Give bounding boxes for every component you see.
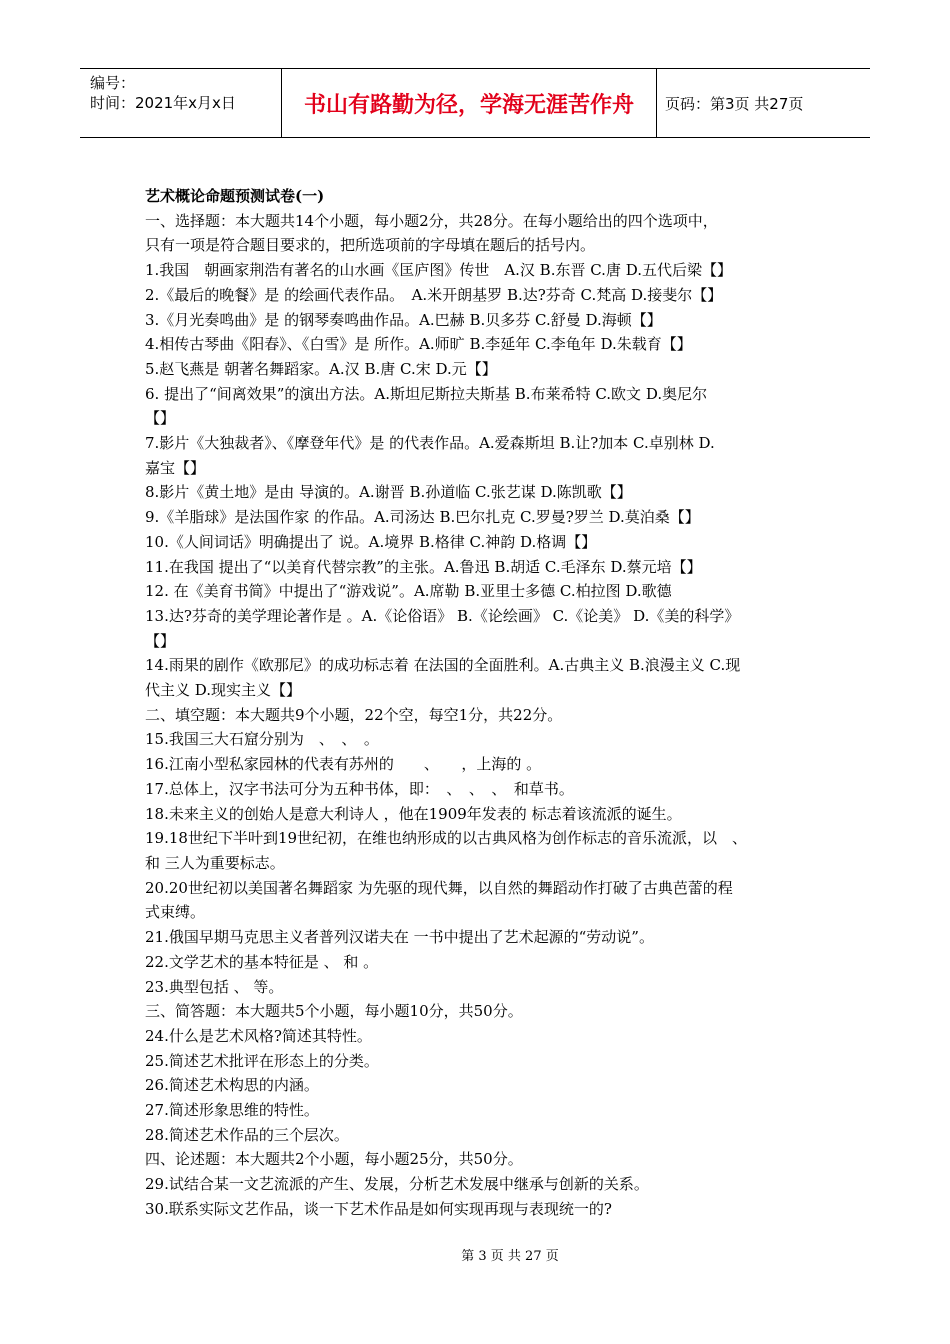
exam-line: 四、论述题：本大题共2个小题，每小题25分，共50分。 bbox=[145, 1150, 523, 1169]
exam-line: 22.文学艺术的基本特征是 、 和 。 bbox=[145, 952, 379, 971]
exam-line: 3.《月光奏鸣曲》是 的钢琴奏鸣曲作品。A.巴赫 B.贝多芬 C.舒曼 D.海顿【】 bbox=[145, 310, 662, 329]
exam-line: 9.《羊脂球》是法国作家 的作品。A.司汤达 B.巴尔扎克 C.罗曼?罗兰 D.莫泊桑【】 bbox=[145, 508, 700, 527]
exam-line: 26.简述艺术构思的内涵。 bbox=[145, 1076, 319, 1095]
exam-line: 6. 提出了“间离效果”的演出方法。A.斯坦尼斯拉夫斯基 B.布莱希特 C.欧文 D.奥尼尔 bbox=[145, 384, 708, 403]
exam-line: 5.赵飞燕是 朝著名舞蹈家。A.汉 B.唐 C.宋 D.元【】 bbox=[145, 359, 497, 378]
exam-line: 和 三人为重要标志。 bbox=[145, 853, 285, 872]
exam-line: 7.影片《大独裁者》、《摩登年代》是 的代表作品。A.爱森斯坦 B.让?加本 C.卓别林 D. bbox=[145, 434, 715, 453]
exam-title: 艺术概论命题预测试卷(一) bbox=[145, 187, 325, 205]
exam-line: 28.简述艺术作品的三个层次。 bbox=[145, 1125, 349, 1144]
header-page-number: 页码：第3页 共27页 bbox=[665, 94, 804, 113]
exam-line: 式束缚。 bbox=[145, 903, 206, 922]
exam-line: 嘉宝【】 bbox=[145, 458, 206, 477]
page-header bbox=[80, 68, 870, 138]
header-meta bbox=[80, 69, 282, 137]
exam-line: 4.相传古琴曲《阳春》、《白雪》是 所作。A.师旷 B.李延年 C.李龟年 D.朱载育【】 bbox=[145, 335, 692, 354]
exam-line: 12. 在《美育书简》中提出了“游戏说”。A.席勒 B.亚里士多德 C.柏拉图 D.歌德 bbox=[145, 582, 672, 601]
exam-line: 29.试结合某一文艺流派的产生、发展，分析艺术发展中继承与创新的关系。 bbox=[145, 1175, 649, 1194]
exam-line: 一、选择题：本大题共14个小题，每小题2分，共28分。在每小题给出的四个选项中， bbox=[145, 211, 718, 230]
exam-line: 11.在我国 提出了“以美育代替宗教”的主张。A.鲁迅 B.胡适 C.毛泽东 D.蔡元培【】 bbox=[145, 557, 702, 576]
exam-line: 25.简述艺术批评在形态上的分类。 bbox=[145, 1051, 379, 1070]
exam-line: 2.《最后的晚餐》是 的绘画代表作品。 A.米开朗基罗 B.达?芬奇 C.梵高 D.接斐尔【】 bbox=[145, 285, 723, 304]
header-motto: 书山有路勤为径，学海无涯苦作舟 bbox=[282, 69, 657, 137]
exam-line: 代主义 D.现实主义【】 bbox=[145, 681, 302, 700]
exam-line: 15.我国三大石窟分别为 、 、 。 bbox=[145, 730, 379, 749]
exam-line: 18.未来主义的创始人是意大利诗人 ，他在1909年发表的 标志着该流派的诞生。 bbox=[145, 804, 682, 823]
exam-line: 二、填空题：本大题共9个小题，22个空，每空1分，共22分。 bbox=[145, 705, 563, 724]
document-date-label: 时间：2021年x月x日 bbox=[90, 94, 236, 112]
exam-line: 1.我国 朝画家荆浩有著名的山水画《匡庐图》传世 A.汉 B.东晋 C.唐 D.五代后梁【】 bbox=[145, 261, 732, 280]
exam-line: 27.简述形象思维的特性。 bbox=[145, 1101, 319, 1120]
exam-line: 10.《人间词话》明确提出了 说。A.境界 B.格律 C.神韵 D.格调【】 bbox=[145, 532, 597, 551]
exam-line: 三、简答题：本大题共5个小题，每小题10分，共50分。 bbox=[145, 1002, 523, 1021]
page-footer: 第 3 页 共 27 页 bbox=[461, 1249, 559, 1264]
exam-line: 24.什么是艺术风格?简述其特性。 bbox=[145, 1026, 372, 1045]
exam-line: 【】 bbox=[145, 631, 176, 650]
exam-line: 【】 bbox=[145, 409, 176, 428]
exam-line: 13.达?芬奇的美学理论著作是 。A.《论俗语》 B.《论绘画》 C.《论美》 D.《美的科学》 bbox=[145, 606, 740, 625]
exam-line: 14.雨果的剧作《欧那尼》的成功标志着 在法国的全面胜利。A.古典主义 B.浪漫主义 C.现 bbox=[145, 656, 741, 675]
exam-line: 17.总体上，汉字书法可分为五种书体，即： 、 、 、 和草书。 bbox=[145, 779, 574, 798]
exam-line: 23.典型包括 、 等。 bbox=[145, 977, 284, 996]
exam-content bbox=[145, 184, 825, 1222]
exam-line: 16.江南小型私家园林的代表有苏州的 、 ，上海的 。 bbox=[145, 755, 542, 774]
exam-line: 21.俄国早期马克思主义者普列汉诺夫在 一书中提出了艺术起源的“劳动说”。 bbox=[145, 928, 654, 947]
exam-line: 8.影片《黄土地》是由 导演的。A.谢晋 B.孙道临 C.张艺谋 D.陈凯歌【】 bbox=[145, 483, 632, 502]
exam-line: 30.联系实际文艺作品，谈一下艺术作品是如何实现再现与表现统一的? bbox=[145, 1199, 612, 1218]
exam-line: 只有一项是符合题目要求的，把所选项前的字母填在题后的括号内。 bbox=[145, 236, 596, 255]
exam-line: 20.20世纪初以美国著名舞蹈家 为先驱的现代舞，以自然的舞蹈动作打破了古典芭蕾的程 bbox=[145, 878, 733, 897]
document-number-label: 编号： bbox=[90, 74, 136, 92]
exam-line: 19.18世纪下半叶到19世纪初，在维也纳形成的以古典风格为创作标志的音乐流派，以 、 bbox=[145, 829, 748, 848]
